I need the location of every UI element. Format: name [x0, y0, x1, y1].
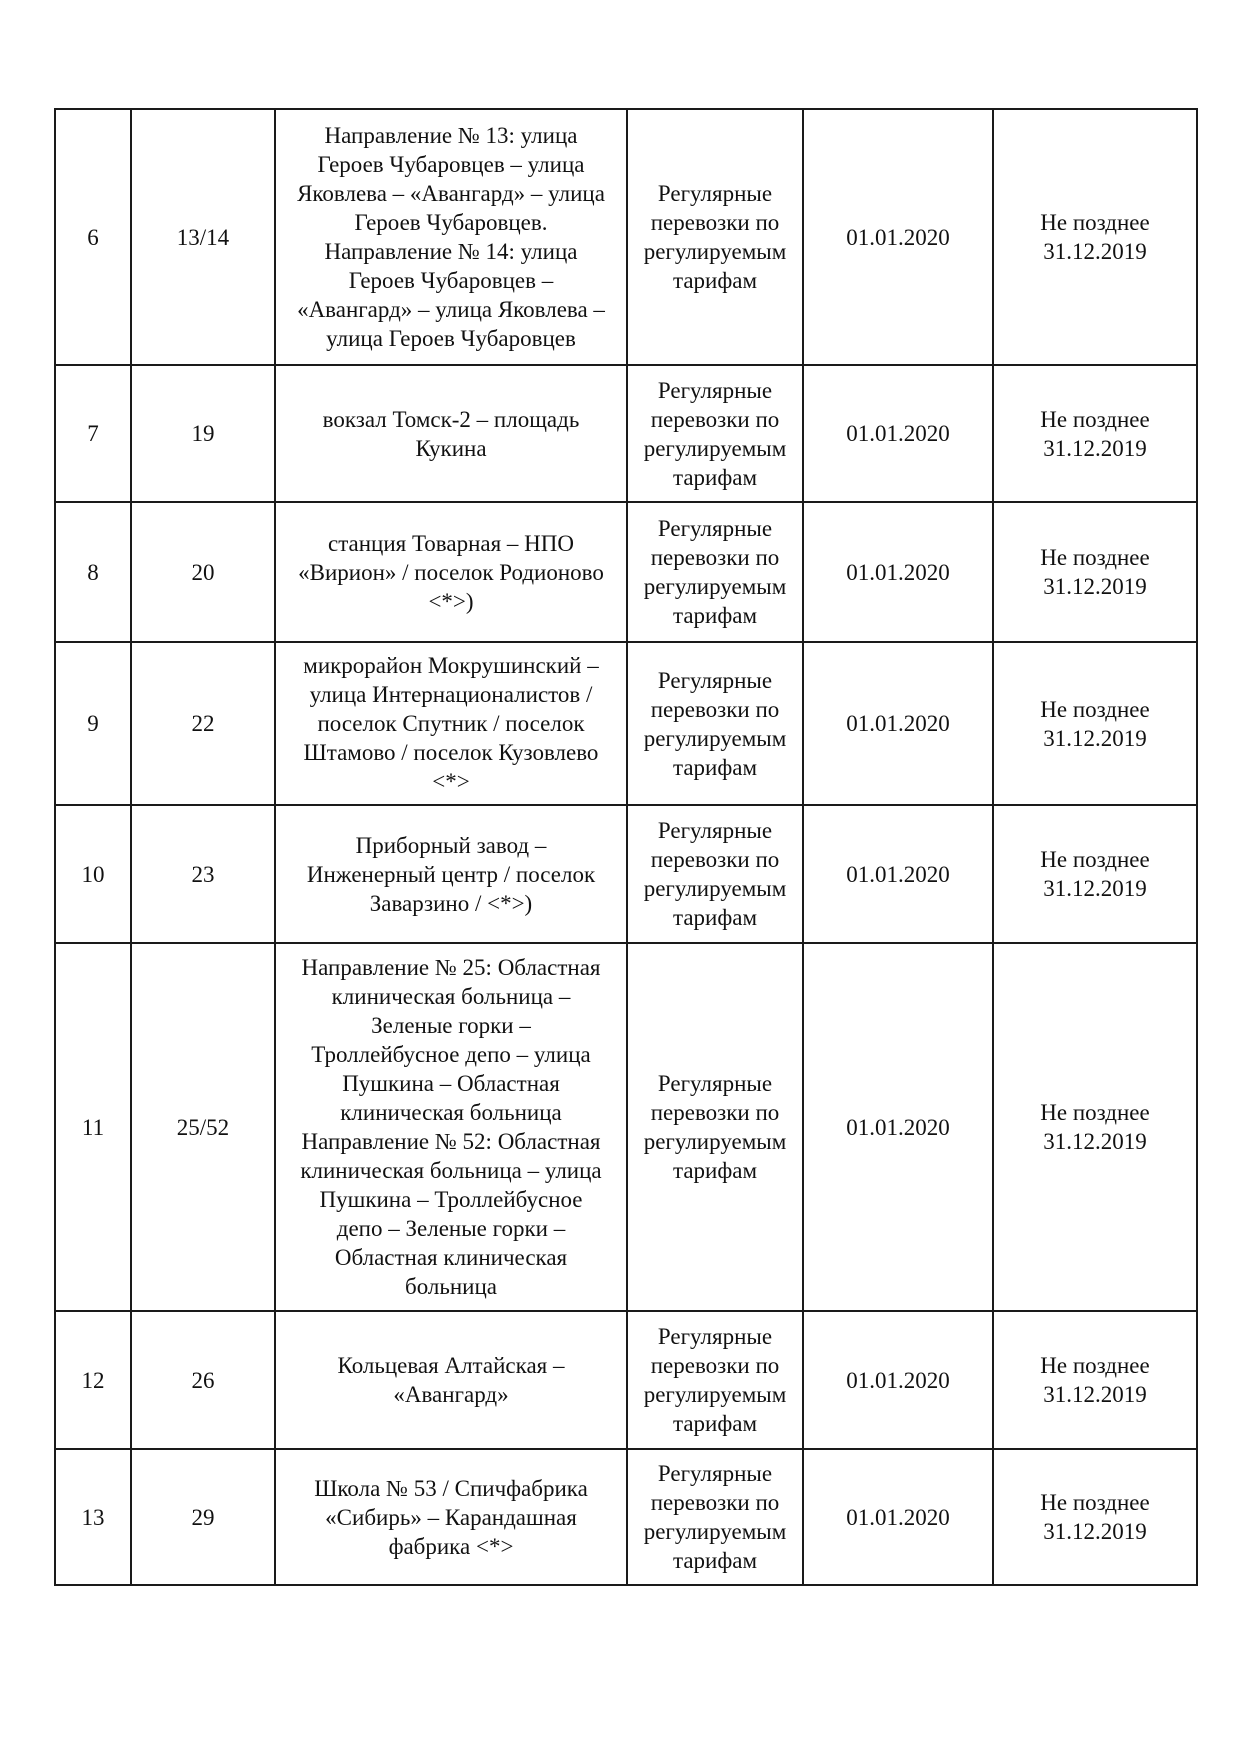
start-date: 01.01.2020	[803, 1449, 993, 1585]
row-number: 9	[55, 642, 131, 805]
route-path: Направление № 13: улица Героев Чубаровцев – улица Яковлева – «Авангард» – улица Героев Чубаровцев. Направление № 14: улица Героев Чубаровцев – «Авангард» – улица Яковлева – улица Героев Чубаровцев	[275, 109, 627, 365]
transport-type: Регулярные перевозки по регулируемым тарифам	[627, 502, 803, 642]
end-date: Не позднее 31.12.2019	[993, 109, 1197, 365]
start-date: 01.01.2020	[803, 805, 993, 943]
start-date: 01.01.2020	[803, 502, 993, 642]
start-date: 01.01.2020	[803, 1311, 993, 1449]
transport-type: Регулярные перевозки по регулируемым тарифам	[627, 943, 803, 1311]
route-number: 13/14	[131, 109, 275, 365]
transport-type: Регулярные перевозки по регулируемым тарифам	[627, 109, 803, 365]
route-number: 22	[131, 642, 275, 805]
table-row	[55, 502, 1197, 642]
end-date: Не позднее 31.12.2019	[993, 365, 1197, 502]
route-number: 25/52	[131, 943, 275, 1311]
row-number: 7	[55, 365, 131, 502]
table-row	[55, 365, 1197, 502]
end-date: Не позднее 31.12.2019	[993, 502, 1197, 642]
routes-table	[54, 108, 1198, 1586]
table-row	[55, 1311, 1197, 1449]
row-number: 10	[55, 805, 131, 943]
transport-type: Регулярные перевозки по регулируемым тарифам	[627, 1311, 803, 1449]
row-number: 12	[55, 1311, 131, 1449]
table-row	[55, 1449, 1197, 1585]
end-date: Не позднее 31.12.2019	[993, 1449, 1197, 1585]
table-row	[55, 642, 1197, 805]
route-path: вокзал Томск-2 – площадь Кукина	[275, 365, 627, 502]
end-date: Не позднее 31.12.2019	[993, 943, 1197, 1311]
start-date: 01.01.2020	[803, 365, 993, 502]
table-row	[55, 109, 1197, 365]
transport-type: Регулярные перевозки по регулируемым тарифам	[627, 805, 803, 943]
row-number: 8	[55, 502, 131, 642]
transport-type: Регулярные перевозки по регулируемым тарифам	[627, 365, 803, 502]
end-date: Не позднее 31.12.2019	[993, 805, 1197, 943]
route-path: станция Товарная – НПО «Вирион» / поселок Родионово <*>)	[275, 502, 627, 642]
route-path: Приборный завод – Инженерный центр / поселок Заварзино / <*>)	[275, 805, 627, 943]
route-path: микрорайон Мокрушинский – улица Интернационалистов / поселок Спутник / поселок Штамово / поселок Кузовлево <*>	[275, 642, 627, 805]
table-row	[55, 943, 1197, 1311]
route-path: Направление № 25: Областная клиническая больница – Зеленые горки – Троллейбусное депо – улица Пушкина – Областная клиническая больница Направление № 52: Областная клиническая больница – улица Пушкина – Троллейбусное депо – Зеленые горки – Областная клиническая больница	[275, 943, 627, 1311]
route-number: 26	[131, 1311, 275, 1449]
route-number: 20	[131, 502, 275, 642]
row-number: 11	[55, 943, 131, 1311]
start-date: 01.01.2020	[803, 642, 993, 805]
route-path: Школа № 53 / Спичфабрика «Сибирь» – Карандашная фабрика <*>	[275, 1449, 627, 1585]
routes-table-body	[55, 109, 1197, 1585]
transport-type: Регулярные перевозки по регулируемым тарифам	[627, 642, 803, 805]
route-path: Кольцевая Алтайская – «Авангард»	[275, 1311, 627, 1449]
row-number: 6	[55, 109, 131, 365]
route-number: 23	[131, 805, 275, 943]
route-number: 29	[131, 1449, 275, 1585]
start-date: 01.01.2020	[803, 943, 993, 1311]
row-number: 13	[55, 1449, 131, 1585]
end-date: Не позднее 31.12.2019	[993, 1311, 1197, 1449]
start-date: 01.01.2020	[803, 109, 993, 365]
route-number: 19	[131, 365, 275, 502]
transport-type: Регулярные перевозки по регулируемым тарифам	[627, 1449, 803, 1585]
table-row	[55, 805, 1197, 943]
end-date: Не позднее 31.12.2019	[993, 642, 1197, 805]
